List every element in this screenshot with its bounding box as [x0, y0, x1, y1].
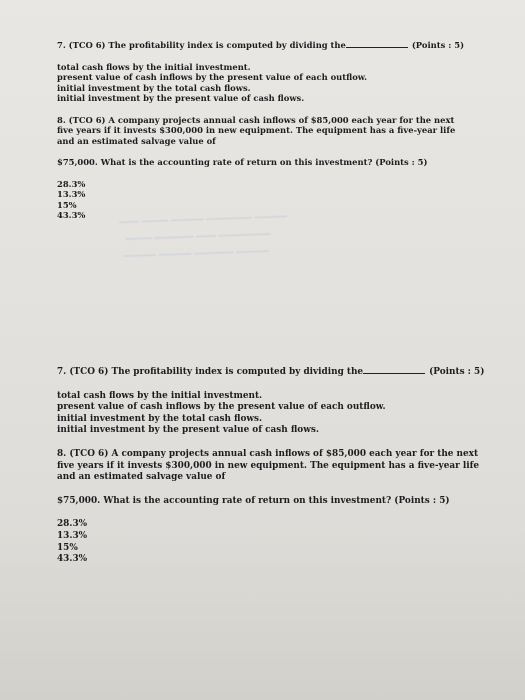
q8-option-b[interactable]: 13.3% — [57, 530, 88, 541]
q8-option-a[interactable]: 28.3% — [57, 178, 86, 189]
q8-option-c[interactable]: 15% — [57, 199, 77, 210]
q8-option-c[interactable]: 15% — [57, 542, 78, 553]
q8-line-2: five years if it invests $300,000 in new equipment. The equipment has a five-year life — [57, 125, 456, 135]
question-block-upper — [57, 40, 464, 221]
q8-line-1: 8. (TCO 6) A company projects annual cash inflows of $85,000 each year for the next — [57, 448, 479, 459]
q8-line-3: and an estimated salvage value of — [57, 135, 216, 146]
q7-option-a[interactable]: total cash flows by the initial investment. — [57, 390, 263, 401]
q8-continuation: $75,000. What is the accounting rate of return on this investment? (Points : 5) — [57, 157, 428, 167]
q7-points: (Points : 5) — [429, 367, 485, 377]
q7-option-a[interactable]: total cash flows by the initial investment. — [57, 61, 251, 72]
bleed-through-text: ▁▁▁ ▁▁▁▁ ▁▁▁▁▁ ▁▁▁▁▁▁▁ ▁▁▁▁▁ ▁▁▁▁ ▁▁▁▁▁▁ ▁▁▁ ▁▁▁▁▁▁▁▁ ▁▁▁▁▁ ▁▁▁▁▁ ▁▁▁▁▁▁ ▁▁▁▁▁ — [119, 208, 288, 258]
q7-option-d[interactable]: initial investment by the present value of cash flows. — [57, 93, 305, 103]
q7-option-b[interactable]: present value of cash inflows by the present value of each outflow. — [57, 402, 386, 413]
q8-continuation: $75,000. What is the accounting rate of return on this investment? (Points : 5) — [57, 495, 450, 506]
q7-option-c[interactable]: initial investment by the total cash flows. — [57, 413, 263, 424]
q7-prompt-line — [57, 40, 464, 51]
q7-option-d[interactable]: initial investment by the present value of cash flows. — [57, 425, 319, 436]
q8-option-b[interactable]: 13.3% — [57, 189, 86, 199]
q8-option-d[interactable]: 43.3% — [57, 210, 86, 220]
q7-option-b[interactable]: present value of cash inflows by the present value of each outflow. — [57, 72, 368, 82]
q7-points: (Points : 5) — [411, 40, 465, 50]
q8-option-d[interactable]: 43.3% — [57, 554, 88, 565]
q7-prompt: 7. (TCO 6) The profitability index is computed by dividing the — [57, 40, 346, 50]
answer-blank — [346, 47, 408, 48]
answer-blank — [363, 373, 425, 374]
q7-option-c[interactable]: initial investment by the total cash flows. — [57, 82, 251, 93]
q7-prompt-line — [57, 367, 484, 379]
q7-prompt: 7. (TCO 6) The profitability index is computed by dividing the — [57, 367, 364, 377]
q8-line-1: 8. (TCO 6) A company projects annual cash inflows of $85,000 each year for the next — [57, 114, 455, 125]
q8-line-2: five years if it invests $300,000 in new equipment. The equipment has a five-year life — [57, 460, 480, 471]
q8-option-a[interactable]: 28.3% — [57, 519, 88, 530]
q8-line-3: and an estimated salvage value of — [57, 472, 226, 483]
question-block-lower — [57, 367, 484, 566]
